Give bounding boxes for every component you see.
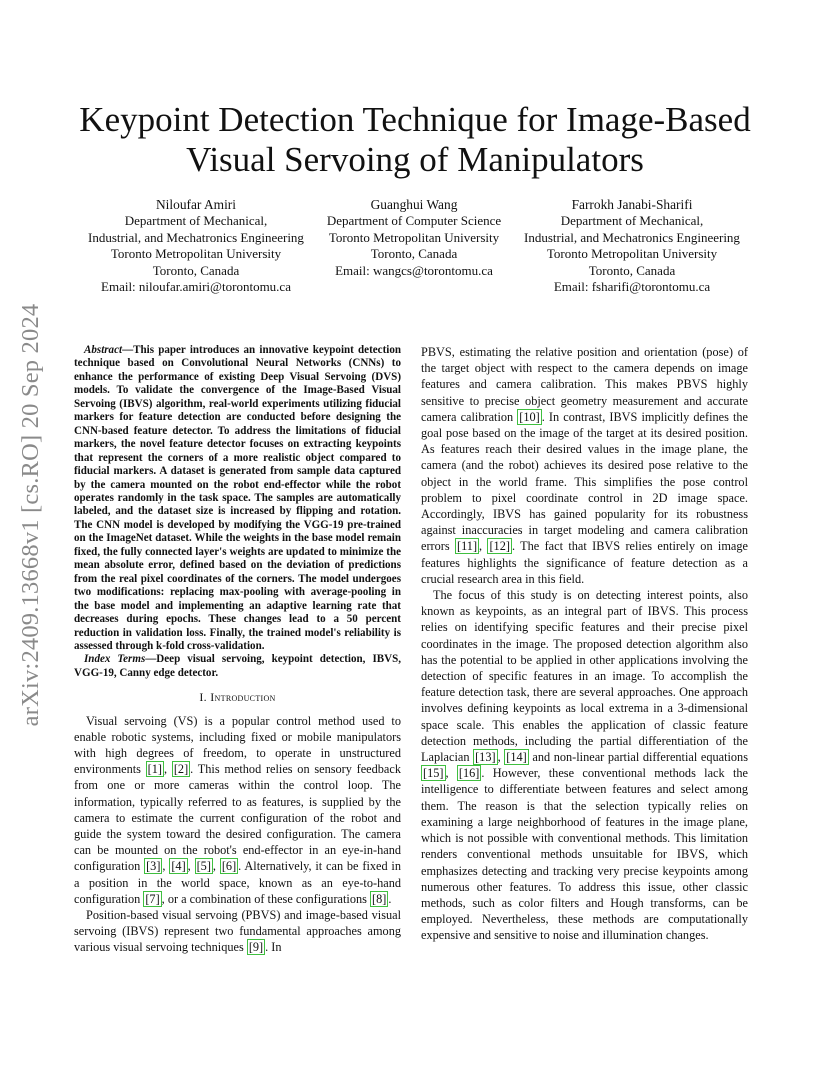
citation-link[interactable]: [15] xyxy=(423,766,444,781)
author-name: Niloufar Amiri xyxy=(156,197,236,212)
abstract-text: —This paper introduces an innovative keypoint detection technique based on Convolutional Neural Networks (CNNs) to enhance the performance of existing Deep Visual Servoing (DVS) models. To validate the convergence of the Image-Based Visual Servoing (IBVS) algorithm, real-world experiments utilizing fiducial markers for feature detection are conducted before designing the CNN-based feature detector. To address the limitations of fiducial markers, the novel feature detector focuses on extracting keypoints that represent the corners of a more realistic object compared to fiducial markers. A dataset is generated from sample data captured by the camera mounted on the robot end-effector while the robot operates randomly in the task space. The samples are automatically labeled, and the dataset size is increased by flipping and rotation. The CNN model is developed by modifying the VGG-19 pre-trained on the ImageNet dataset. While the weights in the base model remain fixed, the fully connected layer's weights are updated to minimize the mean absolute error, defined based on the deviation of predictions from the real pixel coordinates of the corners. The model undergoes two modifications: replacing max-pooling with average-pooling in the base model and implementing an adaptive learning rate that decreases during epochs. These changes lead to a 50 percent reduction in validation loss. Finally, the trained model's reliability is assessed through k-fold cross-validation. xyxy=(74,344,401,652)
separator: , xyxy=(162,859,170,874)
title-line-2: Visual Servoing of Manipulators xyxy=(186,140,644,179)
author-affiliation: Toronto, Canada xyxy=(370,246,458,262)
arxiv-identifier xyxy=(18,290,44,740)
author-affiliation: Toronto Metropolitan University xyxy=(546,246,718,262)
paragraph-text: . However, these conventional methods lack the intelligence to differentiate between features and select among them. The reason is that the selection typically relies on examining a large neighborhood of features in the image plane, which is not possible with conventional methods. This limitation renders conventional methods unsuitable for IBVS, which emphasizes detecting and tracking very precise keypoints among numerous other features. To address this issue, other classic methods, such as color filters and Hough transforms, can be employed. Nevertheless, these methods are computationally expensive and sensitive to noise and illumination changes. xyxy=(421,766,749,943)
citation-link[interactable]: [2] xyxy=(173,762,189,777)
paragraph-text: . This method relies on sensory feedback from one or more cameras within the control loop. The information, typically referred to as features, is supplied by the camera to estimate the current configuration of the robot and guide the system toward the desired configuration. The camera can be mounted on the robot's end-effector in an eye-in-hand configuration xyxy=(74,762,401,874)
right-column xyxy=(421,344,748,944)
section-heading-introduction: I. Introduction xyxy=(199,690,276,705)
paragraph-text: . xyxy=(388,891,392,906)
separator: , xyxy=(212,859,220,874)
citation-link[interactable]: [8] xyxy=(371,891,387,906)
left-column xyxy=(74,344,401,956)
citation-link[interactable]: [11] xyxy=(457,539,478,554)
intro-paragraph-3 xyxy=(421,587,748,943)
citation-link[interactable]: [1] xyxy=(147,762,163,777)
paragraph-text: and non-linear partial differential equations xyxy=(528,750,748,765)
citation-link[interactable]: [6] xyxy=(221,859,237,874)
citation-link[interactable]: [13] xyxy=(475,750,496,765)
citation-link[interactable]: [5] xyxy=(196,859,211,874)
author-affiliation: Toronto Metropolitan University xyxy=(328,229,500,245)
paragraph-text: PBVS, estimating the relative position and orientation (pose) of the target object with respect to the camera depends on image features and camera calibration. This makes PBVS highly sensitive to precise object geometry measurement and accurate camera calibration xyxy=(421,345,748,424)
paper-title xyxy=(70,100,760,180)
author-name: Farrokh Janabi-Sharifi xyxy=(571,197,693,212)
intro-paragraph-2-continued xyxy=(421,344,748,587)
author-affiliation: Department of Mechanical, xyxy=(124,213,268,229)
citation-link[interactable]: [16] xyxy=(458,766,480,781)
author-affiliation: Industrial, and Mechatronics Engineering xyxy=(88,229,304,245)
separator: , xyxy=(479,539,488,554)
intro-paragraph-2 xyxy=(74,907,401,956)
citation-link[interactable]: [4] xyxy=(171,859,186,874)
arxiv-identifier-text: arXiv:2409.13668v1 [cs.RO] 20 Sep 2024 xyxy=(17,303,44,727)
index-terms-label: Index Terms xyxy=(84,653,146,666)
citation-link[interactable]: [14] xyxy=(506,750,527,765)
author-name: Guanghui Wang xyxy=(370,197,458,212)
title-line-1: Keypoint Detection Technique for Image-Based xyxy=(79,100,751,139)
separator: , xyxy=(445,766,457,781)
paragraph-text: . In contrast, IBVS implicitly defines the goal pose based on the image of the target at its desired position. As features reach their desired values in the image plane, the camera (and the robot) achieves its desired pose relative to the object in the world frame. This simplifies the pose control problem to pixel coordinate control in 2D image space. Accordingly, IBVS has gained popularity for its robustness against inaccuracies in target modeling and camera calibration errors xyxy=(421,409,748,554)
index-terms-text: —Deep visual servoing, keypoint detection, IBVS, VGG-19, Canny edge detector. xyxy=(74,653,402,679)
abstract-label: Abstract xyxy=(84,344,123,356)
paragraph-text: The focus of this study is on detecting interest points, also known as keypoints, as an integral part of IBVS. This process relies on identifying specific features and their precise pixel coordinates in the image. The proposed detection algorithm also has the potential to be applied in other applications involving the detection of specific features in an image. To accomplish the feature detection task, there are several approaches. One approach involves defining keypoints as local extrema in a 3-dimensional space scale. This enables the application of classic feature detection methods, including the partial differentiation of the Laplacian xyxy=(421,588,748,765)
author-affiliation: Industrial, and Mechatronics Engineering xyxy=(524,229,740,245)
paragraph-text: Position-based visual servoing (PBVS) and image-based visual servoing (IBVS) represent two fundamental approaches among various visual servoing techniques xyxy=(74,907,401,955)
paragraph-text: , or a combination of these configurations xyxy=(161,891,370,906)
author-3 xyxy=(516,197,748,295)
author-affiliation: Toronto Metropolitan University xyxy=(110,246,282,262)
citation-link[interactable]: [9] xyxy=(248,940,264,955)
separator: , xyxy=(164,762,172,777)
citation-link[interactable]: [3] xyxy=(146,859,161,874)
intro-paragraph-1 xyxy=(74,713,401,907)
author-email[interactable]: Email: fsharifi@torontomu.ca xyxy=(553,279,711,295)
author-affiliation: Department of Mechanical, xyxy=(560,213,704,229)
author-email[interactable]: Email: niloufar.amiri@torontomu.ca xyxy=(101,279,291,295)
paragraph-text: Visual servoing (VS) is a popular control method used to enable robotic systems, including fixed or mobile manipulators with high degrees of freedom, to operate in unstructured environments xyxy=(74,713,401,777)
paragraph-text: . The fact that IBVS relies entirely on image features highlights the significance of feature detection as a crucial research area in this field. xyxy=(421,539,748,586)
paragraph-text: . Alternatively, it can be fixed in a position in the world space, known as an eye-to-hand configuration xyxy=(74,859,401,906)
separator: , xyxy=(497,750,505,765)
author-affiliation: Toronto, Canada xyxy=(152,262,240,278)
author-1 xyxy=(80,197,312,295)
author-email[interactable]: Email: wangcs@torontomu.ca xyxy=(335,262,493,278)
index-terms xyxy=(74,653,401,680)
separator: , xyxy=(187,859,195,874)
author-affiliation: Toronto, Canada xyxy=(588,262,676,278)
citation-link[interactable]: [10] xyxy=(519,409,540,424)
author-block xyxy=(80,197,760,307)
abstract xyxy=(74,344,401,653)
citation-link[interactable]: [12] xyxy=(489,539,510,554)
author-2 xyxy=(314,197,514,279)
author-affiliation: Department of Computer Science xyxy=(326,213,502,229)
citation-link[interactable]: [7] xyxy=(145,891,160,906)
paragraph-text: . In xyxy=(265,940,282,955)
